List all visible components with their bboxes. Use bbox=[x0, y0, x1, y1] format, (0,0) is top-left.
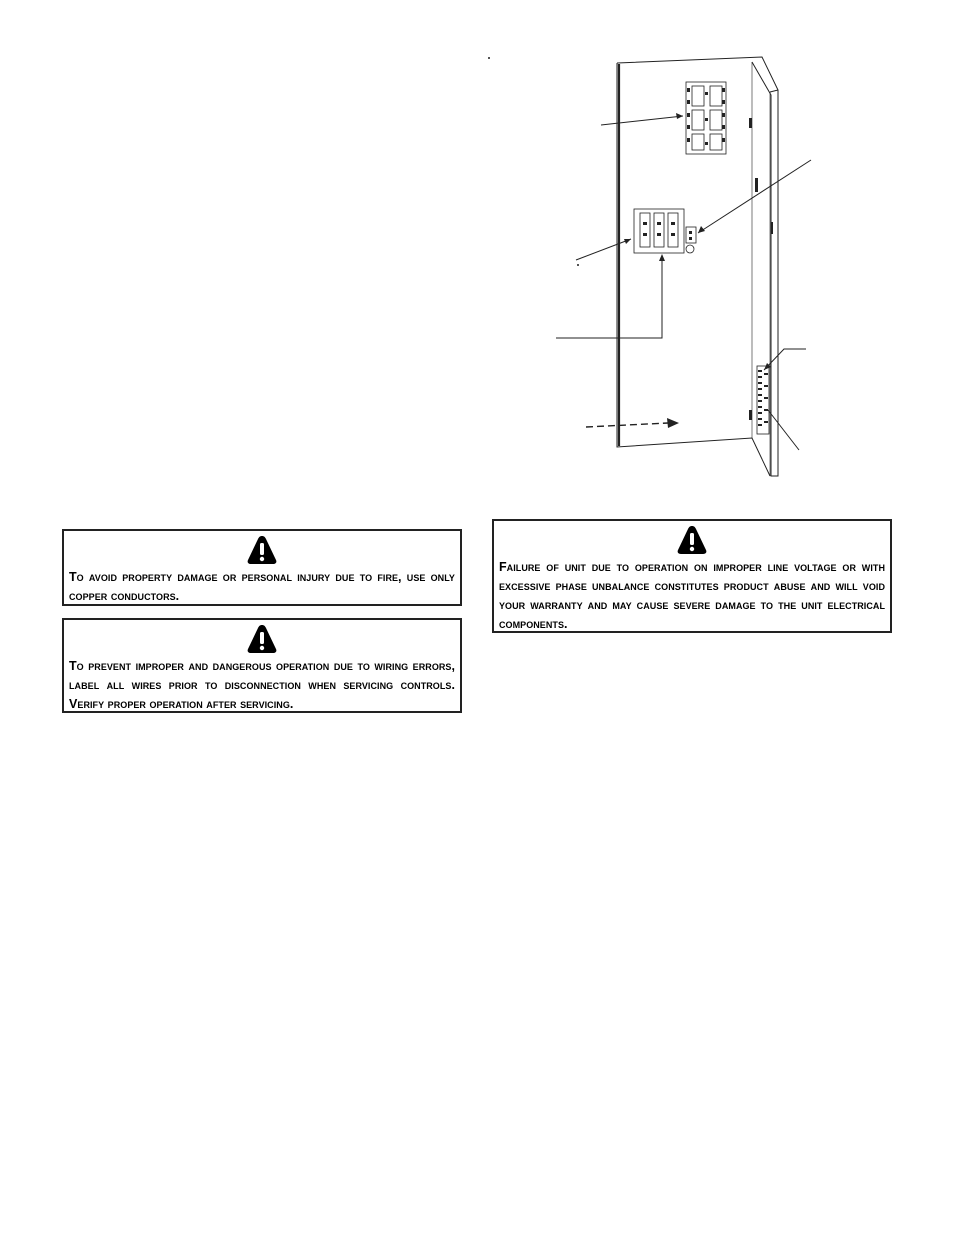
leader-lines bbox=[556, 116, 811, 450]
contactor-top-terminals bbox=[687, 88, 725, 145]
stray-dot bbox=[488, 57, 490, 59]
warning-triangle-icon bbox=[676, 525, 708, 555]
stray-dot bbox=[577, 264, 579, 266]
warning-box-copper-conductors bbox=[62, 529, 462, 606]
warning-text: To prevent improper and dangerous operation due to wiring errors, label all wires prior to disconnection when servicing controls. Verify proper operation after servicing. bbox=[69, 659, 455, 711]
warning-box-label-wires bbox=[62, 618, 462, 713]
warning-triangle-icon bbox=[246, 535, 278, 565]
airflow-arrow bbox=[586, 418, 679, 428]
warning-box-line-voltage bbox=[492, 519, 892, 633]
warning-text: To avoid property damage or personal injury due to fire, use only copper conductors. bbox=[69, 570, 455, 603]
control-panel-diagram bbox=[480, 50, 820, 480]
hinge-marks bbox=[749, 118, 773, 420]
terminal-block bbox=[634, 209, 696, 253]
panel-outline bbox=[617, 57, 778, 476]
warning-triangle-icon bbox=[246, 624, 278, 654]
leader-arrowheads bbox=[624, 113, 771, 370]
warning-text: Failure of unit due to operation on improper line voltage or with excessive phase unbalance constitutes product abuse and will void your warranty and may cause severe damage to the unit electrical components. bbox=[499, 560, 885, 631]
